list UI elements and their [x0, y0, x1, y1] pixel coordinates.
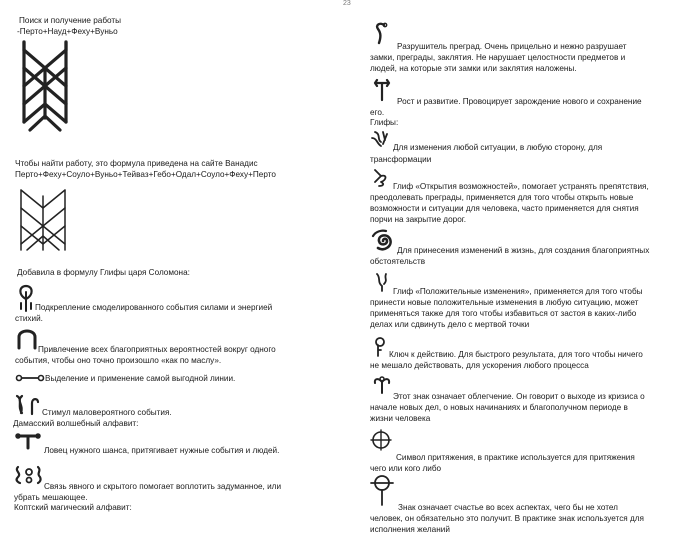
right-1-line-1: Разрушитель преград. Очень прицельно и нежно разрушает: [397, 42, 627, 51]
glyph-happiness-icon: [367, 473, 397, 507]
right-4-line-4: порчи на закрытие дорог.: [370, 215, 467, 224]
right-2-line-2: его.: [370, 108, 385, 117]
glyph-2-line-1: Привлечение всех благоприятных вероятностей вокруг одного: [38, 345, 276, 354]
bind-rune-1-icon: [20, 40, 70, 132]
glyphs-header: Глифы:: [370, 118, 399, 127]
right-6-line-1: Глиф «Положительные изменения», применяется для того чтобы: [393, 287, 643, 296]
glyph-6-line-2: убрать мешающее.: [14, 493, 88, 502]
glyph-1-line-1: Подкрепление смоделированного события силами и энергией: [35, 303, 273, 312]
glyph-opening-icon: [371, 166, 391, 188]
coptic-header: Коптский магический алфавит:: [14, 503, 132, 512]
right-5-line-1: Для принесения изменений в жизнь, для создания благоприятных: [397, 246, 650, 255]
glyph-3-text: Выделение и применение самой выгодной линии.: [45, 374, 236, 383]
right-1-line-2: замки, преграды, заклятия. Не нарушает целостности предметов и: [370, 53, 626, 62]
right-6-line-3: применяться также для того чтобы избавиться от застоя в каких-либо: [370, 309, 637, 318]
right-4-line-3: возможности и ситуации для человека, часто применяется для снятия: [370, 204, 639, 213]
right-1-line-3: людей, на которые эти замки или заклятия наложены.: [370, 64, 577, 73]
glyph-hooks-icon: [14, 393, 40, 417]
right-6-line-4: делах или сдвинуть дело с мертвой точки: [370, 320, 530, 329]
glyph-positive-icon: [372, 270, 392, 292]
glyph-2-line-2: события, чтобы оно точно произошло «как по маслу».: [15, 356, 222, 365]
right-9-line-2: чего или кого либо: [370, 464, 442, 473]
damask-t-icon: [15, 432, 41, 450]
right-7-line-1: Ключ к действию. Для быстрого результата, для того чтобы ничего: [389, 350, 643, 359]
right-8-line-3: жизни человека: [370, 414, 431, 423]
glyph-5-text: Ловец нужного шанса, притягивает нужные события и людей.: [44, 446, 280, 455]
glyph-arch-icon: [16, 328, 38, 350]
coptic-hook-icon: [373, 20, 389, 46]
rune-formula-1: -Перто+Науд+Феху+Вуньо: [17, 27, 118, 36]
bind-rune-2-icon: [17, 186, 69, 254]
glyph-attraction-icon: [369, 428, 393, 452]
right-3-line-1: Для изменения любой ситуации, в любую сторону, для: [393, 143, 603, 152]
coptic-cross-icon: [371, 78, 393, 102]
glyph-line-icon: [15, 372, 45, 384]
glyph-6-line-1: Связь явного и скрытого помогает воплотить задуманное, или: [44, 482, 282, 491]
glyph-spiral-icon: [370, 228, 396, 254]
damask-chain-icon: [14, 463, 44, 485]
right-6-line-2: принести новые положительные изменения в любую ситуацию, может: [370, 298, 639, 307]
glyph-1-line-2: стихий.: [15, 314, 43, 323]
right-10-line-1: Знак означает счастье во всех аспектах, чего бы не хотел: [398, 503, 618, 512]
glyph-relief-icon: [372, 373, 392, 395]
right-7-line-2: не мешало действовать, для ускорения любого процесса: [370, 361, 589, 370]
right-8-line-2: начале новых дел, о новых начинаниях и благополучном периоде в: [370, 403, 628, 412]
right-10-line-3: исполнения желаний: [370, 525, 450, 534]
rune-formula-2: Перто+Феху+Соуло+Вуньо+Тейваз+Гебо+Одал+Соуло+Феху+Перто: [15, 170, 276, 179]
section-title: Поиск и получение работы: [19, 16, 122, 25]
right-5-line-2: обстоятельств: [370, 257, 426, 266]
right-4-line-2: преодолевать преграды, применяется для того чтобы открыть новые: [370, 193, 634, 202]
right-3-line-2: трансформации: [370, 155, 432, 164]
right-10-line-2: человек, он обязательно это получит. В практике знак используется для: [370, 514, 644, 523]
formula-2-intro: Чтобы найти работу, это формула приведена на сайте Ванадис: [15, 159, 258, 168]
glyph-key-icon: [372, 335, 388, 359]
addition-text: Добавила в формулу Глифы царя Соломона:: [17, 268, 190, 277]
right-2-line-1: Рост и развитие. Провоцирует зарождение нового и сохранение: [397, 97, 642, 106]
glyph-4-text: Стимул маловероятного события.: [42, 408, 172, 417]
page-number: 23: [343, 0, 351, 7]
right-4-line-1: Глиф «Открытия возможностей», помогает устранять препятствия,: [393, 182, 649, 191]
damask-header: Дамасский волшебный алфавит:: [13, 419, 139, 428]
glyph-transform-icon: [369, 128, 391, 150]
right-9-line-1: Символ притяжения, в практике используется для притяжения: [396, 453, 635, 462]
right-8-line-1: Этот знак означает облегчение. Он говорит о выходе из кризиса о: [393, 392, 645, 401]
glyph-subtle-icon: [15, 283, 37, 313]
